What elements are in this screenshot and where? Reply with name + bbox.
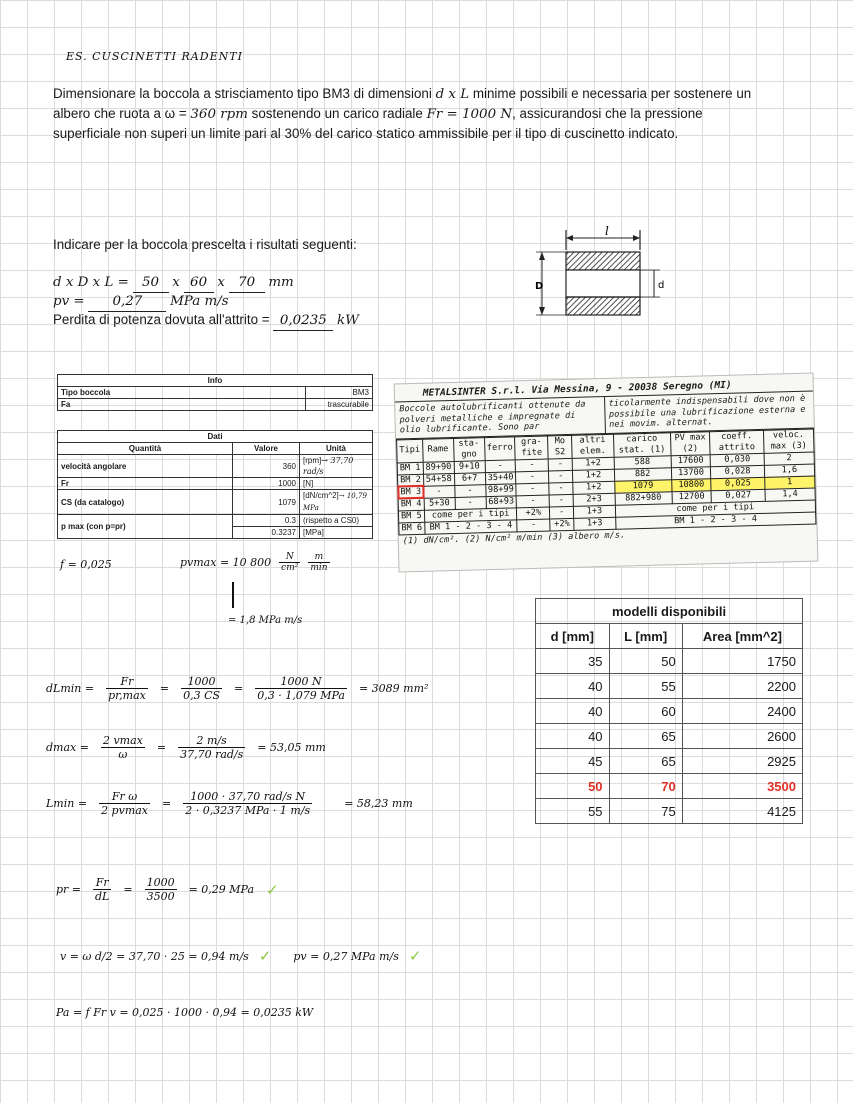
frac-num: Fr — [93, 876, 111, 890]
catalog-desc-right: ticolarmente indispensabili dove non è possibile una lubrificazione esterna e nei movim. alternat. — [608, 393, 806, 430]
dati-row-note: → 10,79 MPa — [303, 492, 367, 512]
dati-table — [57, 430, 373, 539]
frac-num: Fr — [106, 675, 148, 689]
pr-result: = 0,29 MPa — [188, 883, 255, 896]
pv-check: pv = 0,27 MPa m/s — [293, 949, 399, 963]
info-row-value: BM3 — [306, 387, 373, 399]
info-header: Info — [58, 375, 373, 387]
catalog-table — [396, 428, 816, 535]
catalog-col: sta-gno — [453, 437, 485, 461]
pv-value: 0,27 — [88, 292, 166, 312]
dims-unit: mm — [268, 275, 294, 290]
problem-statement — [53, 84, 773, 143]
dati-col-header: Valore — [233, 443, 300, 455]
frac-num: 1000 — [146, 876, 175, 889]
d-result: = 53,05 mm — [257, 741, 326, 754]
dati-row-label: Fr — [58, 478, 233, 490]
label-l: l — [605, 224, 609, 238]
frac-den: pr,max — [108, 689, 146, 702]
dati-row-value: 1000 — [233, 478, 300, 490]
dati-row-note: → 37,70 rad/s — [303, 456, 354, 476]
results-dims: d x D x L = 50 x 60 x 70 mm — [53, 272, 294, 293]
catalog-col: Tipi — [397, 439, 423, 463]
table-row: 45 65 2925 — [536, 749, 803, 774]
pv-units-num: N — [279, 552, 300, 563]
table-row: 40 55 2200 — [536, 674, 803, 699]
frac-den: 37,70 rad/s — [180, 748, 244, 761]
l-result: = 58,23 mm — [344, 797, 413, 810]
frac-num: 2 vmax — [102, 734, 143, 747]
note-friction: f = 0,025 — [60, 558, 112, 571]
frac-den: 0,3 · 1,079 MPa — [257, 689, 345, 702]
dati-col-header: Quantità — [58, 443, 233, 455]
note-dmax: dmax = $\frac{2 vmax}{\omega}$ = $\frac{2 m/s}{\text{37,70 rad/s}}$ = 53,05 mm — [46, 734, 326, 761]
frac-den: 3500 — [146, 890, 175, 903]
models-col-header: Area [mm^2] — [682, 624, 802, 649]
frac-den: dL — [95, 890, 110, 903]
label-D: D — [535, 281, 544, 292]
frac-den: 0,3 CS — [183, 689, 221, 702]
catalog-col: PV max (2) — [670, 431, 710, 455]
catalog-row: BM 2 54+58 6+7 35+40 - - 1+2 882 13700 0,028 1,6 — [397, 464, 814, 487]
models-title: modelli disponibili — [536, 599, 803, 624]
loss-label: Perdita di potenza dovuta all'attrito = — [53, 312, 270, 327]
problem-dxl: d x L — [435, 87, 470, 102]
note-pr: pr = $\frac{Fr}{dL}$ = $\frac{1000}{3500}$ = 0,29 MPa ✓ — [56, 876, 279, 903]
catalog-col: veloc. max (3) — [763, 429, 814, 453]
check-icon: ✓ — [258, 947, 272, 965]
dati-row-value: 0.3237 — [233, 527, 300, 539]
pv-label: pv = — [53, 294, 85, 309]
dims-label: d x D x L = — [53, 275, 129, 290]
table-row-selected: 50 70 3500 — [536, 774, 803, 799]
table-row: 35 50 1750 — [536, 649, 803, 674]
frac-num: 1000 — [181, 675, 222, 689]
dims-D-value: 60 — [184, 273, 214, 293]
dati-row-unit: [rpm]→ 37,70 rad/s — [300, 455, 373, 478]
dati-header: Dati — [58, 431, 373, 443]
catalog-col: altri elem. — [572, 434, 614, 458]
note-pvmax-value: pvmax = 10 800 — [180, 556, 272, 569]
problem-text-3: sostenendo un carico radiale — [251, 106, 423, 121]
catalog-header: METALSINTER S.r.l. Via Messina, 9 - 20038 Seregno (MI) — [395, 374, 813, 403]
pvmax-arrow — [232, 582, 234, 608]
table-row: 40 60 2400 — [536, 699, 803, 724]
dati-col-header: Unità — [300, 443, 373, 455]
label-d: d — [658, 280, 665, 291]
results-pv — [53, 291, 229, 312]
catalog-col: Rame — [422, 438, 453, 462]
catalog-row: BM 4 5+30 - 68+93 - - 2+3 882+980 12700 0,027 1,4 — [398, 488, 815, 511]
frac-den: ω — [118, 748, 128, 761]
catalog-col: gra-fite — [515, 436, 548, 460]
problem-text-1: Dimensionare la boccola a strisciamento tipo BM3 di dimensioni — [53, 86, 432, 101]
problem-fr: Fr = 1000 N — [426, 107, 513, 122]
pv-units-den: min — [310, 563, 328, 573]
d-lhs: dmax = — [46, 741, 89, 754]
frac-num: 1000 N — [255, 675, 347, 689]
area-result: = 3089 mm² — [358, 682, 429, 695]
frac-num: 2 m/s — [178, 734, 245, 748]
catalog-col: carico stat. (1) — [613, 432, 671, 456]
frac-den: 2 pvmax — [101, 804, 149, 817]
problem-text-4: , assicurandosi che la pressione superficiale non superi un limite pari al — [53, 106, 703, 141]
models-table — [535, 598, 803, 824]
problem-omega: 360 rpm — [190, 107, 248, 122]
info-row-label: Tipo boccola — [58, 387, 306, 399]
problem-text-2: minime possibili e necessaria per sostenere un albero che ruota a ω = — [53, 86, 752, 121]
note-pvmax — [180, 552, 330, 573]
catalog-col: coeff. attrito — [710, 430, 764, 454]
dims-L-value: 70 — [229, 273, 265, 293]
dati-row-unit: [N] — [300, 478, 373, 490]
note-pv-conversion: = 1,8 MPa m/s — [228, 615, 303, 626]
results-intro: Indicare per la boccola prescelta i risultati seguenti: — [53, 237, 357, 252]
catalog-row: BM 5 come per i tipi +2% - 1+3 come per i tipi — [398, 500, 815, 523]
dati-row-label: p max (con p=pr) — [58, 515, 233, 539]
dati-row-unit: [dN/cm^2]→ 10,79 MPa — [300, 490, 373, 515]
catalog-row: BM 1 89+90 9+10 - - - 1+2 588 17600 0,030 2 — [397, 452, 814, 475]
loss-unit: kW — [337, 313, 359, 328]
frac-num: Fr ω — [99, 790, 150, 804]
dati-row-label: CS (da catalogo) — [58, 490, 233, 515]
pr-lhs: pr = — [56, 883, 82, 896]
pv-unit: MPa m/s — [170, 294, 229, 309]
dati-row-unit: (rispetto a CS0) — [300, 515, 373, 527]
dati-row-unit: [MPa] — [300, 527, 373, 539]
l-lhs: Lmin = — [46, 797, 88, 810]
table-row: 55 75 4125 — [536, 799, 803, 824]
models-col-header: L [mm] — [609, 624, 682, 649]
table-row: 40 65 2600 — [536, 724, 803, 749]
note-velocity — [60, 947, 421, 965]
results-loss — [53, 310, 359, 331]
dati-row-value: 0.3 — [233, 515, 300, 527]
note-area: dLmin = $\frac{Fr}{pr,\max}$ = $\frac{1000}{0,3 CS}$ = $\frac{1000 N}{\text{0,3 · 1,079 MPa}}$ = 3089 mm² — [46, 675, 429, 702]
check-icon: ✓ — [408, 947, 422, 965]
bushing-drawing — [530, 222, 675, 327]
catalog-col: Mo S2 — [548, 435, 573, 459]
v-line: v = ω d/2 = 37,70 · 25 = 0,94 m/s — [60, 949, 249, 963]
frac-num: 1000 · 37,70 rad/s N — [183, 790, 312, 804]
note-power-loss: Pa = f Fr v = 0,025 · 1000 · 0,94 = 0,0235 kW — [56, 1006, 314, 1019]
frac-den: 2 · 0,3237 MPa · 1 m/s — [185, 804, 311, 817]
info-row-value: trascurabile — [306, 399, 373, 411]
dims-d-value: 50 — [133, 273, 169, 293]
catalog-footnote: (1) dN/cm². (2) N/cm² m/min (3) albero m/s. — [402, 530, 626, 546]
info-table — [57, 374, 373, 411]
catalog-desc-left: Boccole autolubrificanti ottenute da polveri metalliche e impregnate di olio lubrificante. Sono par — [395, 397, 605, 438]
pv-units-num: m — [308, 552, 329, 563]
note-lmin: Lmin = $\frac{\text{Fr ω}}{2 pvmax}$ = $\frac{\text{1000 · 37,70 rad/s N}}{\text{2 · 0,3237 MPa · 1 m/s}}$ = 58,23 mm — [46, 790, 413, 817]
dati-row-value: 360 — [233, 455, 300, 478]
pv-units-den: cm² — [281, 563, 299, 573]
catalog-scan — [394, 373, 819, 573]
check-icon: ✓ — [266, 880, 279, 899]
catalog-col: ferro — [484, 436, 515, 460]
catalog-row-selected: BM 3 - - 98+99 - - 1+2 1079 10800 0,025 1 — [398, 476, 815, 499]
dati-row-value: 1079 — [233, 490, 300, 515]
page-title: ES. CUSCINETTI RADENTI — [66, 50, 243, 63]
problem-text-5: del carico statico ammissibile per il tipo di cuscinetto indicato. — [315, 126, 679, 141]
catalog-row: BM 6 BM 1 - 2 - 3 - 4 - +2% 1+3 BM 1 - 2 - 3 - 4 — [399, 512, 816, 535]
models-col-header: d [mm] — [536, 624, 610, 649]
loss-value: 0,0235 — [273, 311, 333, 331]
info-row-label: Fa — [58, 399, 306, 411]
problem-pct: 30% — [284, 126, 312, 141]
dati-row-label: velocità angolare — [58, 455, 233, 478]
area-lhs: dLmin = — [46, 682, 95, 695]
